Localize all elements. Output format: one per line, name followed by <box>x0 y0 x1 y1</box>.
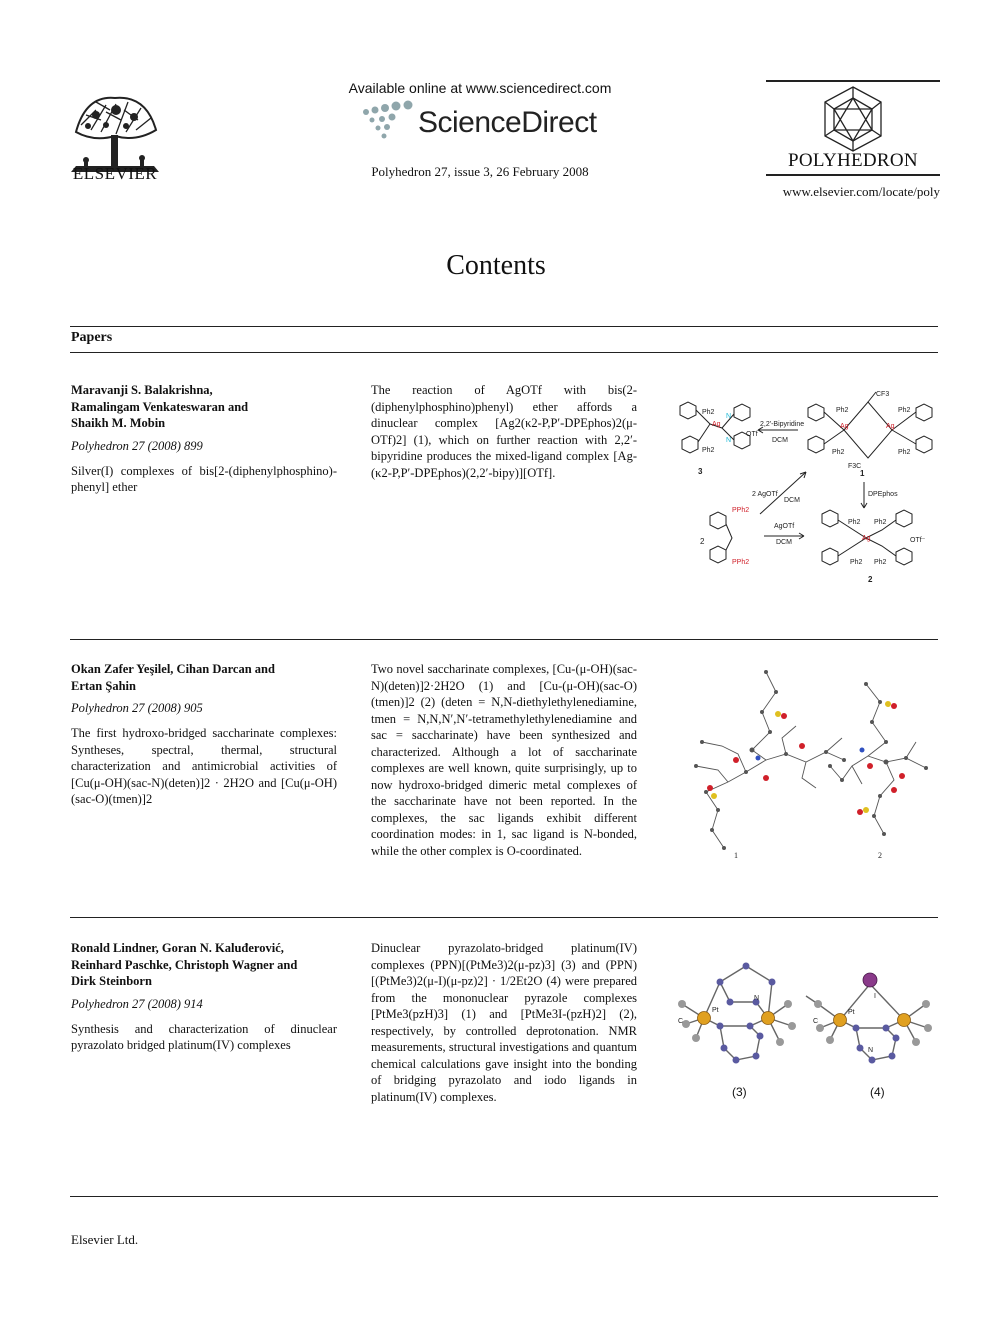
entry-2 <box>71 661 341 808</box>
fig3-n-label: N <box>754 995 760 1002</box>
fig1-agotf2-label: 2 AgOTf <box>752 491 778 498</box>
fig1-ph2-label: Ph2 <box>874 559 887 566</box>
sciencedirect-logo <box>358 100 598 144</box>
journal-issue-line: Polyhedron 27, issue 3, 26 February 2008 <box>371 164 589 179</box>
entry-1-graphical-abstract <box>660 384 940 592</box>
fig1-ph2-label: Ph2 <box>702 409 715 416</box>
author-line: Shaikh M. Mobin <box>71 416 166 430</box>
entry-3 <box>71 940 341 1054</box>
fig1-agotf-label: AgOTf <box>774 523 795 530</box>
fig1-ph2-label: Ph2 <box>850 559 863 566</box>
available-online-text: Available online at www.sciencedirect.com <box>348 80 612 96</box>
entry-1-authors <box>71 382 341 432</box>
author-line: Ertan Şahin <box>71 678 136 693</box>
journal-url[interactable]: www.elsevier.com/locate/poly <box>782 184 940 199</box>
fig1-ag-label: Ag <box>840 423 849 430</box>
entry-2-citation[interactable]: Polyhedron 27 (2008) 905 <box>71 701 203 715</box>
entry-1-title: Silver(I) complexes of bis[2-(diphenylphosphino)-phenyl] ether <box>71 463 337 494</box>
entry-2-authors <box>71 661 341 694</box>
entry-3-title: Synthesis and characterization of dinuclear pyrazolato bridged platinum(IV) complexes <box>71 1021 337 1052</box>
fig1-ag-label: Ag <box>886 423 895 430</box>
entry-3-authors <box>71 940 341 990</box>
polyhedron-logo <box>766 80 940 190</box>
fig1-dpephos-label: DPEphos <box>868 491 898 498</box>
fig3-c-label: C <box>678 1018 684 1025</box>
fig1-pph2-label: PPh2 <box>732 507 750 514</box>
sciencedirect-wordmark: ScienceDirect <box>418 106 597 139</box>
fig1-compound-3-label: 3 <box>698 467 703 476</box>
fig1-ph2-label: Ph2 <box>832 449 845 456</box>
fig1-compound-2-label: 2 <box>868 575 873 584</box>
fig1-dcm2-label: DCM <box>784 497 800 504</box>
author-line: Ronald Lindner, Goran N. Kaluđerović, <box>71 941 284 955</box>
elsevier-wordmark: ELSEVIER <box>72 164 158 183</box>
fig1-ph2-label: Ph2 <box>898 449 911 456</box>
fig1-n-label: N <box>726 437 732 444</box>
fig3-c-label: C <box>813 1018 819 1025</box>
fig1-ph2-label: Ph2 <box>702 447 715 454</box>
author-line: Ramalingam Venkateswaran and <box>71 399 249 414</box>
sciencedirect-dots-icon <box>358 100 418 144</box>
fig1-ph2-label: Ph2 <box>836 407 849 414</box>
entry-1-abstract: The reaction of AgOTf with bis(2-(diphenylphosphino)phenyl) ether affords a dinuclear complex [Ag2(κ2-P,P′-DPEphos)2(μ-OTf)2] (1), which on further reaction with 2,2′-bipyridine produces the mixed-ligand complex [Ag-(κ2-P,P′-DPEphos)(2,2′-bipy)][OTf]. <box>371 383 637 480</box>
fig1-n-label: N <box>726 413 732 420</box>
entry-2-abstract: Two novel saccharinate complexes, [Cu-(μ-OH)(sac-N)(deten)]2·2H2O (1) and [Cu-(μ-OH)(sac-O)(tmen)]2 (2) (deten = N,N-diethylethylenediamine, tmen = N,N,N′,N′-tetramethylethylenediamine and sac = saccharinate) have been synthesized and characterized. Although a lot of saccharinate complexes are well known, quite surprisingly, up to now hydroxo-bridged dimeric metal complexes of the saccharinate have not been reported. In the complexes, the sac ligands exhibit different coordination modes: in 1, sac ligand is N-bonded, while the other complex is O-coordinated. <box>371 662 637 858</box>
author-line: Dirk Steinborn <box>71 974 152 988</box>
fig1-cf3-label: CF3 <box>876 391 890 398</box>
fig1-ag-label: Ag <box>712 421 721 428</box>
fig3-compound-4-label: (4) <box>870 1085 885 1099</box>
rule-entry-1 <box>70 639 938 640</box>
entry-3-abstract: Dinuclear pyrazolato-bridged platinum(IV) complexes (PPN)[(PtMe3)2(μ-pz)3] (3) and (PPN)[(PtMe3)2(μ-I)(μ-pz)2] · 1/2Et2O (4) were prepared from the mononuclear pyrazole complexes [PtMe3(pzH)3] (1) and [PtMe3I-(pzH)2] (2), respectively, by controlled deprotonation. NMR measurements, structural investigations and quantum chemical calculations gave insight into the bonding of bridging pyrazolato and iodo ligands in platinum(IV) complexes. <box>371 941 637 1104</box>
section-heading: Papers <box>71 330 113 345</box>
author-line: Okan Zafer Yeşilel, Cihan Darcan and <box>71 662 275 676</box>
fig3-pt-label: Pt <box>848 1009 855 1016</box>
fig1-ph2-label: Ph2 <box>898 407 911 414</box>
entry-3-graphical-abstract <box>670 948 940 1108</box>
rule-entry-2 <box>70 917 938 918</box>
fig1-dcm3-label: DCM <box>776 539 792 546</box>
fig3-compound-3-label: (3) <box>732 1085 747 1099</box>
fig3-pt-label: Pt <box>712 1007 719 1014</box>
polyhedron-wordmark: POLYHEDRON <box>788 150 918 171</box>
entry-2-graphical-abstract <box>666 662 942 862</box>
entry-1 <box>71 382 341 496</box>
fig1-pph2-label: PPh2 <box>732 559 750 566</box>
fig1-otf-minus-label: OTf⁻ <box>910 537 926 544</box>
fig1-dcm1-label: DCM <box>772 437 788 444</box>
footer-publisher: Elsevier Ltd. <box>71 1232 139 1247</box>
page-title: Contents <box>446 250 546 281</box>
fig1-ph2-label: Ph2 <box>848 519 861 526</box>
fig1-ph2-label: Ph2 <box>874 519 887 526</box>
rule-top <box>70 326 938 327</box>
fig1-otf-label: OTf <box>746 431 758 438</box>
author-line: Maravanji S. Balakrishna, <box>71 383 213 397</box>
fig1-ag-label: Ag <box>862 535 871 542</box>
entry-1-citation[interactable]: Polyhedron 27 (2008) 899 <box>71 438 203 453</box>
rule-section <box>70 352 938 353</box>
fig2-compound-1-label: 1 <box>734 851 738 860</box>
fig1-compound-2-coefficient: 2 <box>700 537 705 546</box>
rule-bottom <box>70 1196 938 1197</box>
entry-2-title: The first hydroxo-bridged saccharinate complexes: Syntheses, spectral, thermal, structural characterization and antimicrobial activities of [Cu(μ-OH)(sac-N)(deten)]2 · 2H2O and [Cu(μ-OH)(sac-O)(tmen)]2 <box>71 726 337 806</box>
author-line: Reinhard Paschke, Christoph Wagner and <box>71 957 298 972</box>
polyhedron-icon <box>818 84 888 154</box>
fig3-n-label: N <box>868 1047 874 1054</box>
fig2-compound-2-label: 2 <box>878 851 882 860</box>
entry-3-citation[interactable]: Polyhedron 27 (2008) 914 <box>71 996 203 1011</box>
fig1-bipy-label: 2,2'-Bipyridine <box>760 421 805 428</box>
fig1-compound-1-label: 1 <box>860 469 865 478</box>
fig1-f3c-label: F3C <box>848 463 862 470</box>
fig3-i-label: I <box>874 993 876 1000</box>
